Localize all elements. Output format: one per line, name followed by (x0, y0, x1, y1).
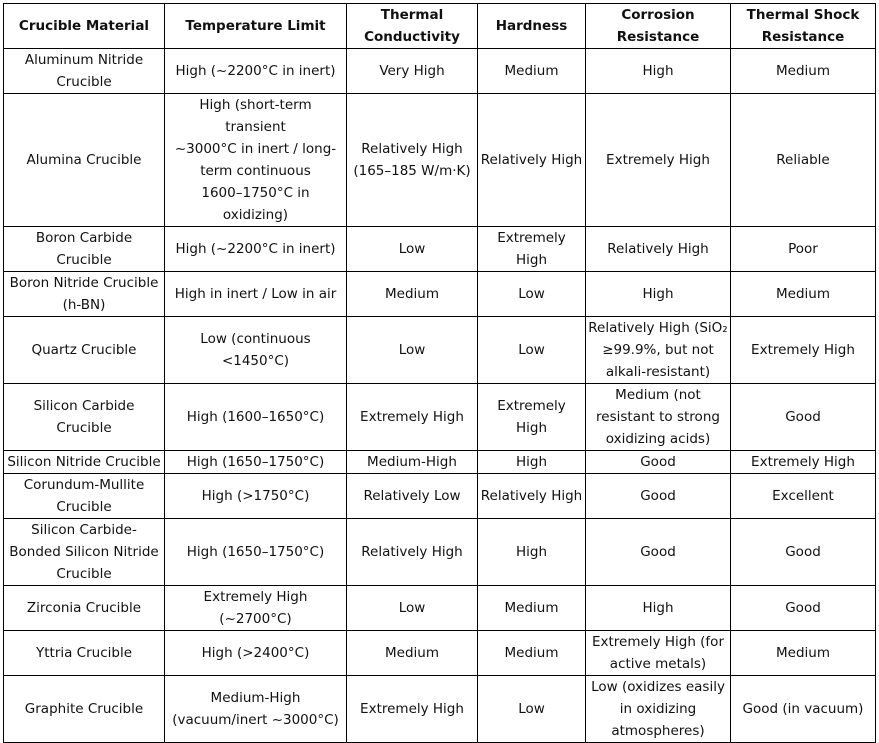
cell-corrosion-resistance (586, 384, 731, 451)
cell-line: Thermal (380, 7, 444, 23)
cell-corrosion-resistance (586, 94, 731, 227)
cell-line: Silicon Nitride Crucible (7, 454, 161, 470)
cell-hardness (478, 49, 586, 94)
cell-line: Medium (504, 645, 559, 661)
cell-temperature-limit (165, 451, 347, 474)
cell-thermal-conductivity (347, 94, 478, 227)
cell-thermal-conductivity (347, 451, 478, 474)
cell-thermal-conductivity (347, 317, 478, 384)
cell-line: Low (continuous <1450°C) (200, 331, 311, 369)
cell-line: High (>2400°C) (201, 645, 310, 661)
cell-hardness (478, 586, 586, 631)
cell-thermal-conductivity (347, 519, 478, 586)
cell-line: High (1600–1650°C) (186, 409, 325, 425)
cell-line: Relatively Low (363, 488, 461, 504)
cell-corrosion-resistance (586, 451, 731, 474)
cell-hardness (478, 384, 586, 451)
cell-thermal-shock-resistance (731, 451, 876, 474)
header-corrosion-resistance (586, 4, 731, 49)
cell-thermal-conductivity (347, 49, 478, 94)
cell-crucible-material (4, 586, 165, 631)
cell-crucible-material (4, 519, 165, 586)
cell-line: Alumina Crucible (26, 152, 142, 168)
table-row (4, 94, 876, 227)
cell-line: Medium (776, 645, 830, 661)
cell-line: Corundum-Mullite (23, 477, 145, 493)
cell-crucible-material (4, 227, 165, 272)
cell-line: Extremely High (360, 409, 464, 425)
cell-hardness (478, 227, 586, 272)
cell-line: ~3000°C in inert / long- (174, 141, 337, 157)
cell-temperature-limit (165, 586, 347, 631)
crucible-comparison-table (3, 3, 876, 743)
cell-hardness (478, 272, 586, 317)
cell-line: active metals) (609, 656, 707, 672)
header-crucible-material (4, 4, 165, 49)
cell-crucible-material (4, 272, 165, 317)
cell-temperature-limit (165, 227, 347, 272)
table-row (4, 676, 876, 743)
cell-line: (vacuum/inert ~3000°C) (172, 712, 339, 728)
cell-line: Temperature Limit (185, 18, 326, 34)
cell-hardness (478, 94, 586, 227)
cell-line: High (>1750°C) (201, 488, 310, 504)
cell-line: resistant to strong (596, 409, 720, 425)
cell-corrosion-resistance (586, 272, 731, 317)
cell-line: Crucible (56, 420, 112, 436)
cell-thermal-shock-resistance (731, 384, 876, 451)
header-thermal-shock-resistance (731, 4, 876, 49)
cell-thermal-shock-resistance (731, 586, 876, 631)
cell-line: Good (785, 544, 821, 560)
cell-line: Low (398, 600, 426, 616)
cell-line: Medium (776, 286, 830, 302)
cell-thermal-shock-resistance (731, 94, 876, 227)
cell-line: Good (785, 600, 821, 616)
cell-line: Relatively High (361, 544, 463, 560)
table-row (4, 519, 876, 586)
cell-line: Zirconia Crucible (26, 600, 142, 616)
cell-line: Medium (385, 286, 439, 302)
header-hardness (478, 4, 586, 49)
table-body (4, 49, 876, 743)
cell-line: Low (518, 286, 545, 302)
cell-temperature-limit (165, 272, 347, 317)
cell-line: Very High (379, 63, 445, 79)
table-row (4, 227, 876, 272)
cell-line: Crucible (56, 252, 112, 268)
cell-line: Extremely High (360, 701, 464, 717)
cell-crucible-material (4, 676, 165, 743)
cell-line: Relatively High (480, 152, 583, 168)
cell-crucible-material (4, 474, 165, 519)
cell-line: term continuous (200, 163, 311, 179)
cell-line: Extremely High (for (591, 634, 724, 650)
cell-line: in oxidizing (619, 701, 697, 717)
table-row (4, 317, 876, 384)
cell-line: Low (oxidizes easily (591, 679, 725, 695)
cell-line: Extremely High (497, 230, 566, 268)
cell-line: High (515, 544, 548, 560)
cell-line: Good (785, 409, 821, 425)
cell-thermal-shock-resistance (731, 317, 876, 384)
cell-line: Extremely High (~2700°C) (203, 589, 308, 627)
cell-corrosion-resistance (586, 586, 731, 631)
cell-line: Crucible (56, 499, 112, 515)
cell-corrosion-resistance (586, 474, 731, 519)
cell-hardness (478, 451, 586, 474)
cell-line: Poor (788, 241, 818, 257)
cell-line: oxidizing acids) (605, 431, 711, 447)
cell-temperature-limit (165, 49, 347, 94)
table-row (4, 451, 876, 474)
cell-line: Good (640, 544, 676, 560)
cell-line: Conductivity (364, 29, 460, 45)
cell-thermal-shock-resistance (731, 272, 876, 317)
cell-line: atmospheres) (611, 723, 705, 739)
table-row (4, 474, 876, 519)
cell-temperature-limit (165, 384, 347, 451)
table-row (4, 586, 876, 631)
cell-thermal-conductivity (347, 474, 478, 519)
cell-line: Extremely High (606, 152, 710, 168)
cell-line: Crucible (56, 566, 112, 582)
cell-corrosion-resistance (586, 317, 731, 384)
cell-line: Low (398, 342, 426, 358)
cell-line: High (642, 63, 674, 79)
cell-hardness (478, 317, 586, 384)
cell-line: High (~2200°C in inert) (175, 63, 336, 79)
cell-thermal-conductivity (347, 586, 478, 631)
cell-line: Medium-High (210, 690, 301, 706)
cell-crucible-material (4, 451, 165, 474)
cell-line: Good (640, 454, 676, 470)
cell-line: Low (518, 701, 545, 717)
cell-line: Aluminum Nitride (24, 52, 144, 68)
cell-line: Relatively High (361, 141, 463, 157)
cell-thermal-conductivity (347, 384, 478, 451)
cell-line: Crucible Material (18, 18, 150, 34)
cell-line: Medium (776, 63, 830, 79)
cell-crucible-material (4, 317, 165, 384)
cell-temperature-limit (165, 317, 347, 384)
cell-hardness (478, 676, 586, 743)
cell-line: Extremely High (751, 454, 855, 470)
cell-thermal-conductivity (347, 227, 478, 272)
cell-crucible-material (4, 49, 165, 94)
cell-line: High (~2200°C in inert) (175, 241, 336, 257)
cell-line: Hardness (495, 18, 568, 34)
cell-line: Medium (504, 63, 559, 79)
cell-corrosion-resistance (586, 49, 731, 94)
cell-hardness (478, 519, 586, 586)
cell-temperature-limit (165, 676, 347, 743)
cell-line: Crucible (56, 74, 112, 90)
cell-thermal-shock-resistance (731, 49, 876, 94)
cell-corrosion-resistance (586, 676, 731, 743)
cell-line: High (short-term transient (199, 97, 312, 135)
cell-thermal-shock-resistance (731, 676, 876, 743)
cell-line: Medium (not (615, 387, 701, 403)
cell-line: High (1650–1750°C) (186, 454, 325, 470)
cell-corrosion-resistance (586, 519, 731, 586)
cell-line: Resistance (616, 29, 700, 45)
cell-line: Extremely High (751, 342, 855, 358)
cell-line: Relatively High (480, 488, 583, 504)
cell-line: Good (in vacuum) (742, 701, 864, 717)
cell-thermal-conductivity (347, 272, 478, 317)
cell-line: alkali-resistant) (605, 364, 711, 380)
cell-line: Medium (504, 600, 559, 616)
cell-line: Relatively High (607, 241, 709, 257)
cell-line: Medium-High (367, 454, 457, 470)
cell-line: Extremely High (497, 398, 566, 436)
cell-line: Reliable (776, 152, 830, 168)
cell-thermal-shock-resistance (731, 227, 876, 272)
table-row (4, 384, 876, 451)
cell-line: Graphite Crucible (24, 701, 144, 717)
cell-thermal-shock-resistance (731, 474, 876, 519)
cell-temperature-limit (165, 94, 347, 227)
cell-line: Thermal Shock (746, 7, 860, 23)
cell-line: Resistance (761, 29, 845, 45)
cell-line: Quartz Crucible (31, 342, 137, 358)
cell-line: Relatively High (SiO₂ (588, 320, 728, 336)
cell-line: ≥99.9%, but not (602, 342, 714, 358)
cell-temperature-limit (165, 474, 347, 519)
cell-line: Silicon Carbide- (31, 522, 137, 538)
header-row (4, 4, 876, 49)
header-thermal-conductivity (347, 4, 478, 49)
table-row (4, 49, 876, 94)
cell-thermal-shock-resistance (731, 519, 876, 586)
cell-line: Medium (385, 645, 439, 661)
cell-line: Boron Carbide (35, 230, 133, 246)
cell-hardness (478, 474, 586, 519)
cell-line: High (642, 286, 674, 302)
cell-line: Yttria Crucible (35, 645, 133, 661)
cell-crucible-material (4, 384, 165, 451)
cell-line: (165–185 W/m·K) (353, 163, 471, 179)
cell-line: Low (518, 342, 545, 358)
cell-thermal-conductivity (347, 676, 478, 743)
cell-line: High in inert / Low in air (174, 286, 337, 302)
header-temperature-limit (165, 4, 347, 49)
cell-line: Silicon Carbide (33, 398, 135, 414)
cell-line: 1600–1750°C in oxidizing) (201, 185, 310, 223)
cell-temperature-limit (165, 519, 347, 586)
cell-line: Good (640, 488, 676, 504)
cell-line: Corrosion (621, 7, 695, 23)
cell-line: High (642, 600, 674, 616)
table-header (4, 4, 876, 49)
cell-line: Low (398, 241, 426, 257)
cell-line: Bonded Silicon Nitride (9, 544, 159, 560)
cell-crucible-material (4, 94, 165, 227)
cell-corrosion-resistance (586, 227, 731, 272)
cell-line: High (1650–1750°C) (186, 544, 325, 560)
table-row (4, 272, 876, 317)
cell-line: (h-BN) (62, 297, 106, 313)
cell-line: Boron Nitride Crucible (9, 275, 159, 291)
cell-line: Excellent (772, 488, 834, 504)
cell-line: High (515, 454, 548, 470)
